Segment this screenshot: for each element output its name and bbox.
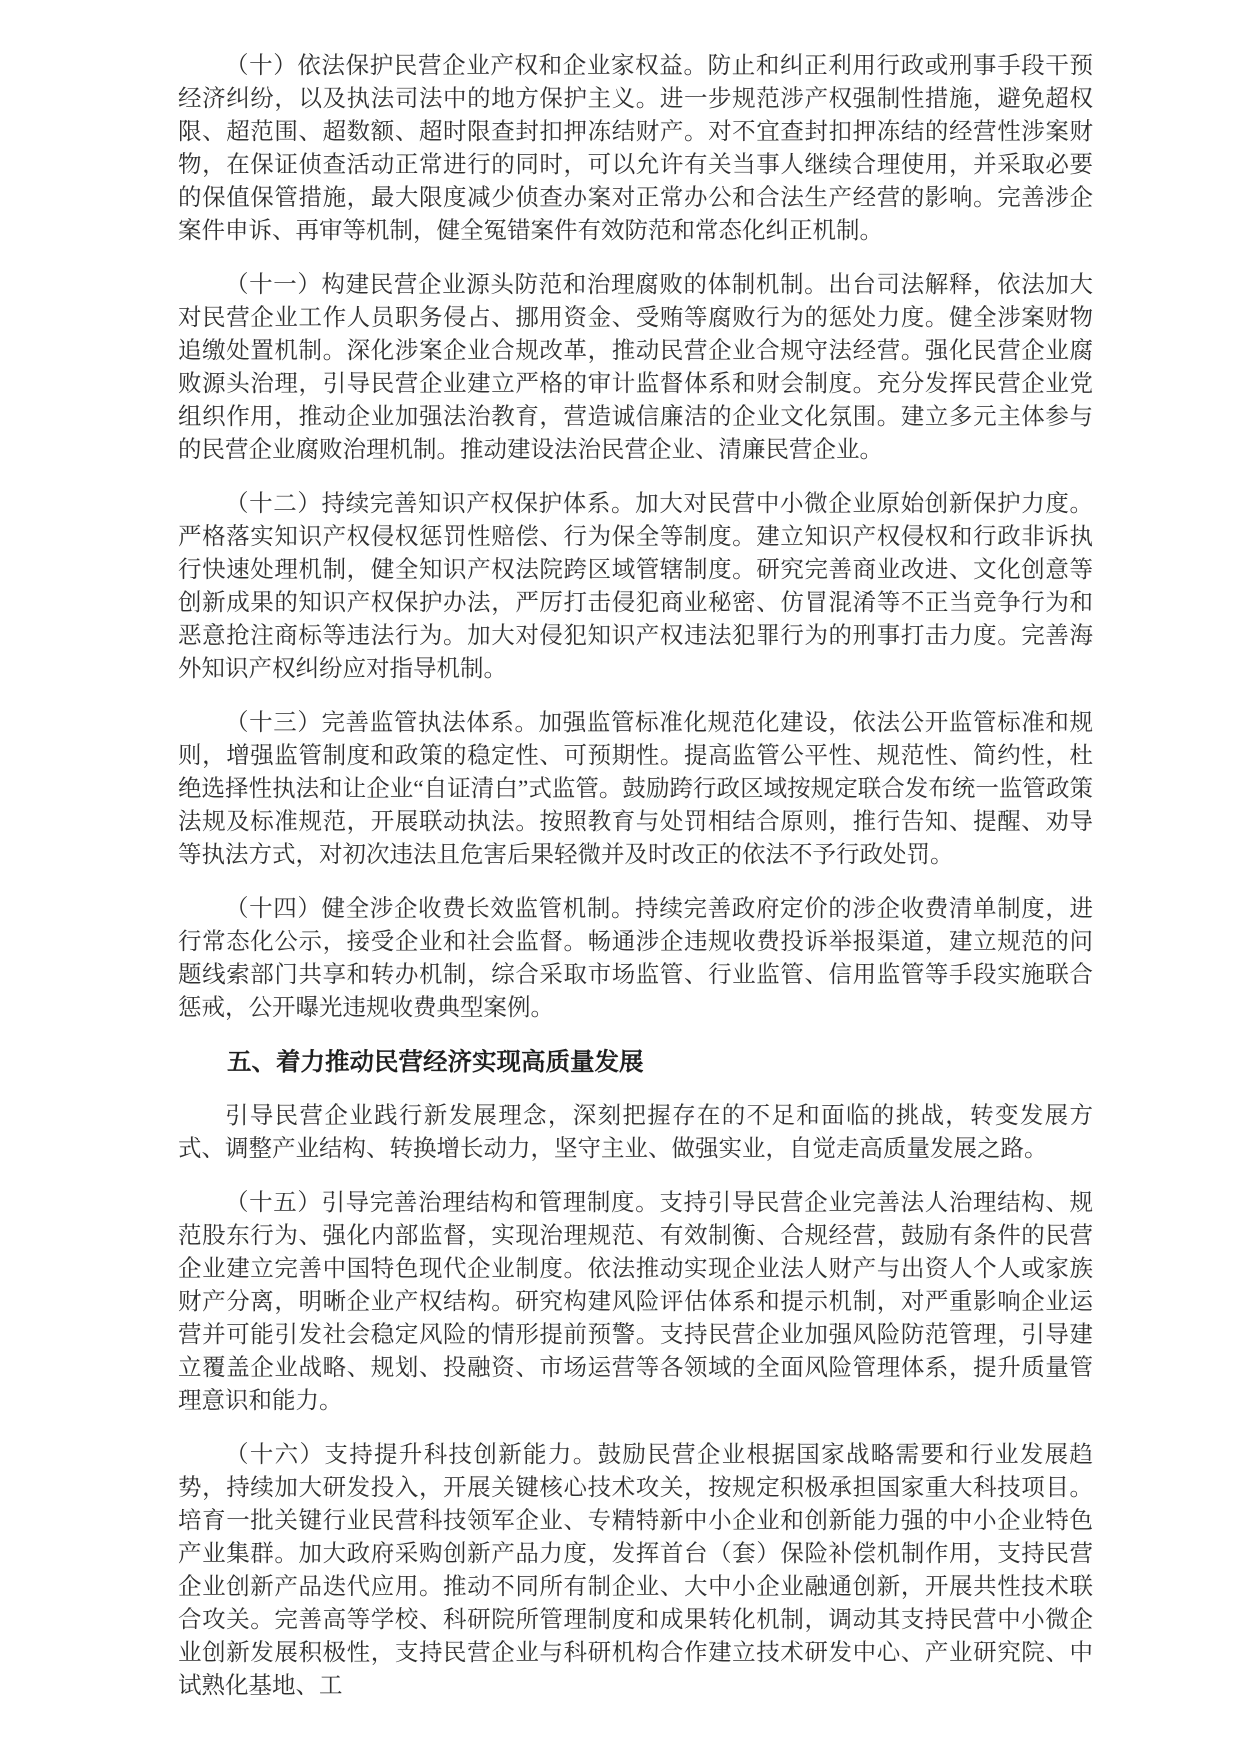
paragraph-item-15: （十五）引导完善治理结构和管理制度。支持引导民营企业完善法人治理结构、规范股东行为、强化内部监督，实现治理规范、有效制衡、合规经营，鼓励有条件的民营企业建立完善中国特色现代企业制度。依法推动实现企业法人财产与出资人个人或家族财产分离，明晰企业产权结构。研究构建风险评估体系和提示机制，对严重影响企业运营并可能引发社会稳定风险的情形提前预警。支持民营企业加强风险防范管理，引导建立覆盖企业战略、规划、投融资、市场运营等各领域的全面风险管理体系，提升质量管理意识和能力。 xyxy=(178,1190,1093,1414)
paragraph-item-10: （十）依法保护民营企业产权和企业家权益。防止和纠正利用行政或刑事手段干预经济纠纷，以及执法司法中的地方保护主义。进一步规范涉产权强制性措施，避免超权限、超范围、超数额、超时限查封扣押冻结财产。对不宜查封扣押冻结的经营性涉案财物，在保证侦查活动正常进行的同时，可以允许有关当事人继续合理使用，并采取必要的保值保管措施，最大限度减少侦查办案对正常办公和合法生产经营的影响。完善涉企案件申诉、再审等机制，健全冤错案件有效防范和常态化纠正机制。 xyxy=(178,53,1093,244)
paragraph-item-12: （十二）持续完善知识产权保护体系。加大对民营中小微企业原始创新保护力度。严格落实知识产权侵权惩罚性赔偿、行为保全等制度。建立知识产权侵权和行政非诉执行快速处理机制，健全知识产权法院跨区域管辖制度。研究完善商业改进、文化创意等创新成果的知识产权保护办法，严厉打击侵犯商业秘密、仿冒混淆等不正当竞争行为和恶意抢注商标等违法行为。加大对侵犯知识产权违法犯罪行为的刑事打击力度。完善海外知识产权纠纷应对指导机制。 xyxy=(178,491,1093,682)
paragraph-item-13: （十三）完善监管执法体系。加强监管标准化规范化建设，依法公开监管标准和规则，增强监管制度和政策的稳定性、可预期性。提高监管公平性、规范性、简约性，杜绝选择性执法和让企业“自证清白”式监管。鼓励跨行政区域按规定联合发布统一监管政策法规及标准规范，开展联动执法。按照教育与处罚相结合原则，推行告知、提醒、劝导等执法方式，对初次违法且危害后果轻微并及时改正的依法不予行政处罚。 xyxy=(178,710,1093,868)
paragraph-item-11: （十一）构建民营企业源头防范和治理腐败的体制机制。出台司法解释，依法加大对民营企业工作人员职务侵占、挪用资金、受贿等腐败行为的惩处力度。健全涉案财物追缴处置机制。深化涉案企业合规改革，推动民营企业合规守法经营。强化民营企业腐败源头治理，引导民营企业建立严格的审计监督体系和财会制度。充分发挥民营企业党组织作用，推动企业加强法治教育，营造诚信廉洁的企业文化氛围。建立多元主体参与的民营企业腐败治理机制。推动建设法治民营企业、清廉民营企业。 xyxy=(178,272,1093,463)
paragraph-item-16: （十六）支持提升科技创新能力。鼓励民营企业根据国家战略需要和行业发展趋势，持续加大研发投入，开展关键核心技术攻关，按规定积极承担国家重大科技项目。培育一批关键行业民营科技领军企业、专精特新中小企业和创新能力强的中小企业特色产业集群。加大政府采购创新产品力度，发挥首台（套）保险补偿机制作用，支持民营企业创新产品迭代应用。推动不同所有制企业、大中小企业融通创新，开展共性技术联合攻关。完善高等学校、科研院所管理制度和成果转化机制，调动其支持民营中小微企业创新发展积极性，支持民营企业与科研机构合作建立技术研发中心、产业研究院、中试熟化基地、工 xyxy=(178,1442,1093,1699)
section-5-intro-paragraph: 引导民营企业践行新发展理念，深刻把握存在的不足和面临的挑战，转变发展方式、调整产业结构、转换增长动力，坚守主业、做强实业，自觉走高质量发展之路。 xyxy=(178,1103,1093,1162)
paragraph-item-14: （十四）健全涉企收费长效监管机制。持续完善政府定价的涉企收费清单制度，进行常态化公示，接受企业和社会监督。畅通涉企违规收费投诉举报渠道，建立规范的问题线索部门共享和转办机制，综合采取市场监管、行业监管、信用监管等手段实施联合惩戒，公开曝光违规收费典型案例。 xyxy=(178,896,1093,1021)
section-5-heading: 五、着力推动民营经济实现高质量发展 xyxy=(227,1049,644,1076)
